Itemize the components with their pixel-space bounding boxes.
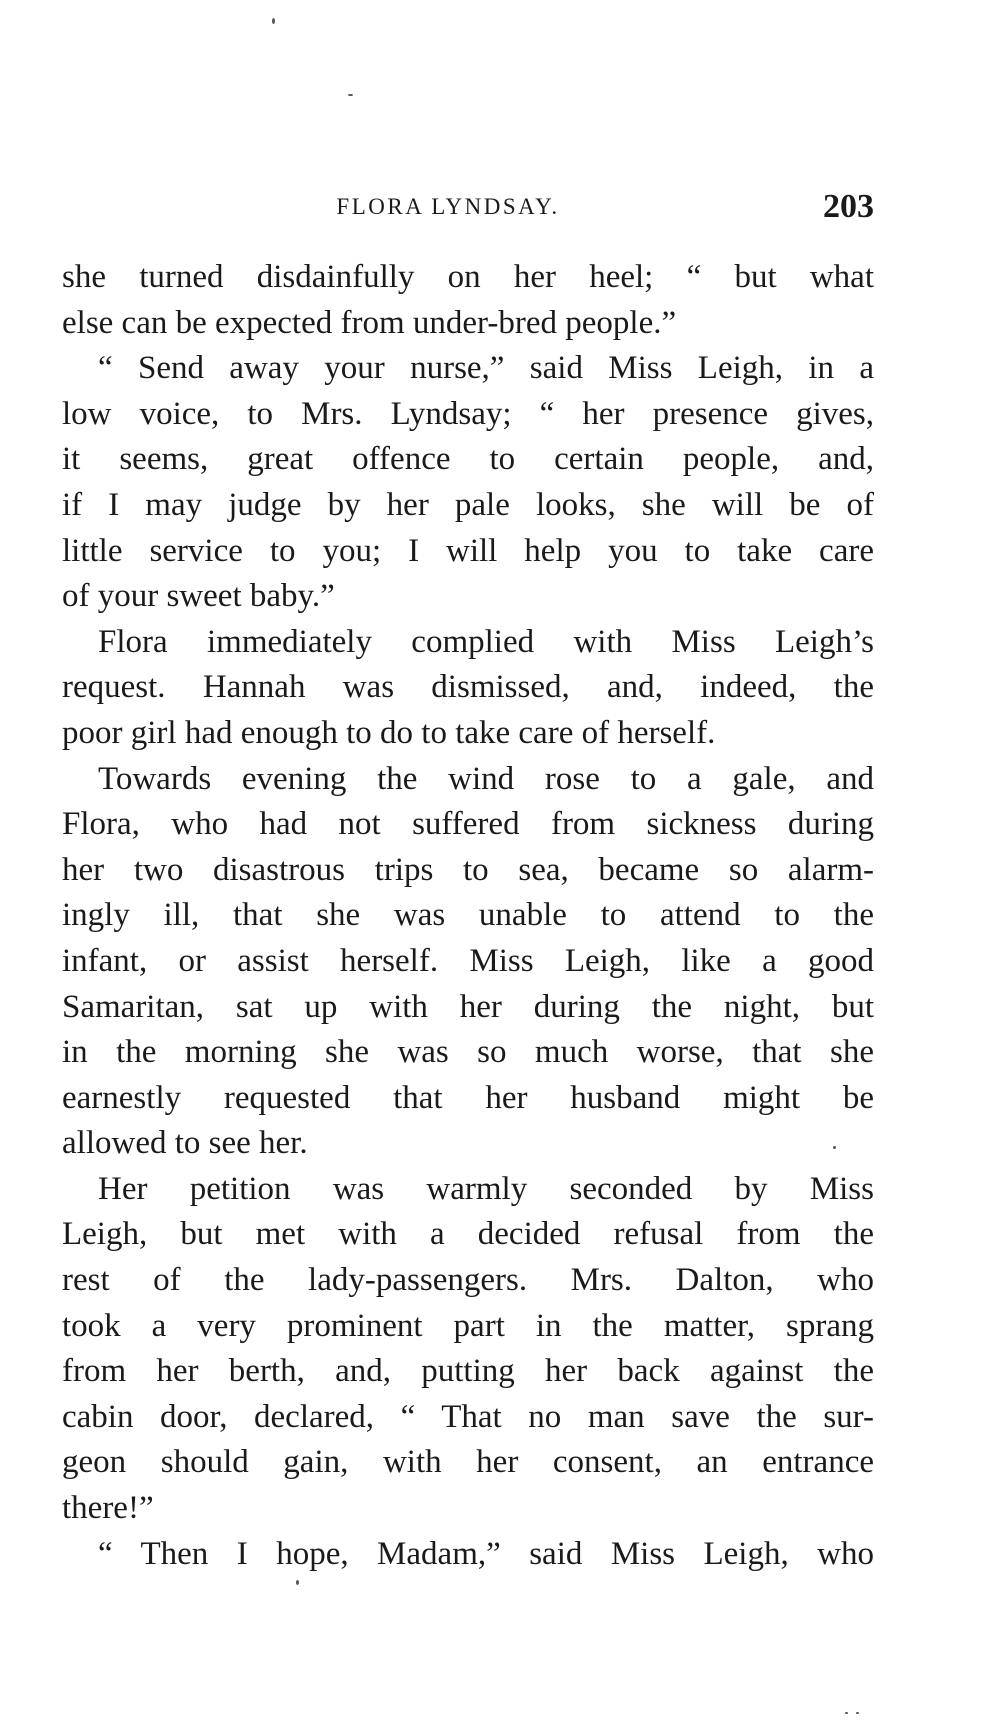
scan-speck [296, 1580, 299, 1585]
running-title: FLORA LYNDSAY. [336, 194, 560, 219]
text-line: Towards evening the wind rose to a gale, and [98, 760, 874, 797]
scan-speck [856, 1712, 859, 1714]
text-line: she turned disdainfully on her heel; “ but what [62, 259, 874, 295]
text-line: her two disastrous trips to sea, became so alarm- [62, 851, 874, 888]
text-line: geon should gain, with her consent, an entrance [62, 1444, 874, 1481]
scan-speck [348, 94, 353, 96]
text-line: rest of the lady-passengers. Mrs. Dalton, who [62, 1262, 874, 1299]
text-line: if I may judge by her pale looks, she will be of [62, 486, 874, 523]
text-line: there!” [62, 1490, 154, 1527]
text-line: request. Hannah was dismissed, and, indeed, the [62, 669, 874, 706]
text-line: else can be expected from under-bred people.” [62, 304, 677, 341]
text-line: Flora, who had not suffered from sickness during [62, 806, 874, 843]
text-line: “ Send away your nurse,” said Miss Leigh, in a [98, 350, 874, 387]
text-line: “ Then I hope, Madam,” said Miss Leigh, who [98, 1535, 874, 1572]
text-line: Samaritan, sat up with her during the night, but [62, 988, 874, 1025]
text-line: cabin door, declared, “ That no man save the sur- [62, 1398, 874, 1435]
page-number: 203 [823, 188, 874, 225]
page-header [62, 188, 874, 228]
text-line: allowed to see her. [62, 1125, 308, 1162]
scan-speck [845, 1712, 848, 1714]
text-line: in the morning she was so much worse, that she [62, 1034, 874, 1071]
text-line: poor girl had enough to do to take care of herself. [62, 714, 716, 751]
text-line: of your sweet baby.” [62, 578, 335, 615]
text-line: took a very prominent part in the matter, sprang [62, 1307, 874, 1344]
scan-speck [272, 18, 275, 24]
text-line: infant, or assist herself. Miss Leigh, like a good [62, 942, 874, 979]
text-line: it seems, great offence to certain people, and, [62, 441, 874, 478]
text-line: little service to you; I will help you to take care [62, 532, 874, 569]
text-line: low voice, to Mrs. Lyndsay; “ her presence gives, [62, 395, 874, 432]
text-line: Flora immediately complied with Miss Leigh’s [98, 623, 874, 660]
text-line: Her petition was warmly seconded by Miss [98, 1170, 874, 1207]
text-line: earnestly requested that her husband might be [62, 1079, 874, 1116]
text-line: Leigh, but met with a decided refusal from the [62, 1216, 874, 1253]
text-line: from her berth, and, putting her back against the [62, 1353, 874, 1390]
body-text [62, 255, 874, 1577]
text-line: ingly ill, that she was unable to attend to the [62, 897, 874, 934]
